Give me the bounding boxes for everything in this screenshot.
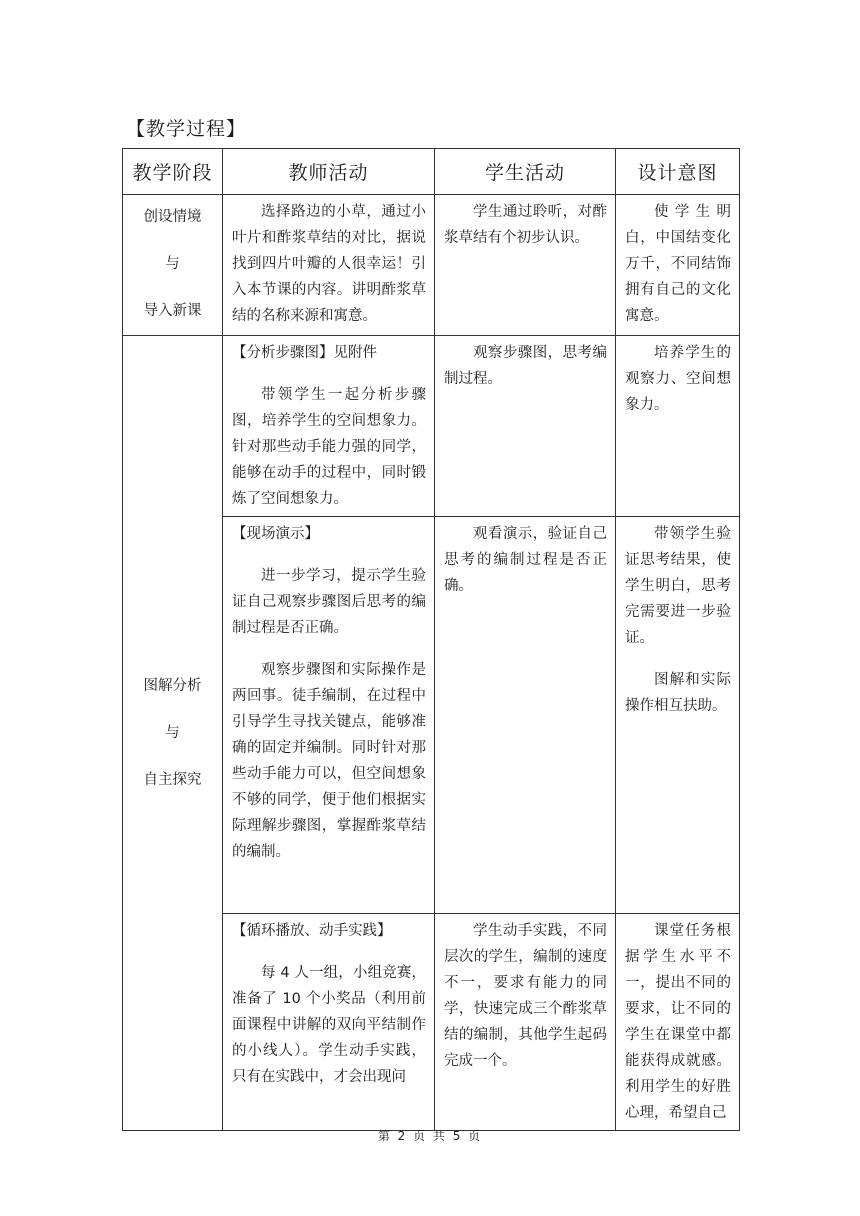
header-student: 学生活动 [435,149,616,195]
intent-text: 培养学生的观察力、空间想象力。 [625,345,731,413]
stage-line: 与 [165,724,180,741]
header-intent: 设计意图 [616,149,740,195]
intent-text: 带领学生验证思考结果，使学生明白，思考完需要进一步验证。 [625,526,731,646]
student-cell [435,517,616,914]
intent-cell [616,914,740,1131]
student-text: 观看演示，验证自己思考的编制过程是否正确。 [444,526,607,594]
student-text: 学生动手实践，不同层次的学生，编制的速度不一，要求有能力的同学，快速完成三个酢浆草结的编制，其他学生起码完成一个。 [444,923,607,1069]
teacher-cell [223,336,435,517]
stage-line: 与 [165,256,180,272]
activity-heading: 【现场演示】 [232,526,319,542]
stage-cell [123,336,223,1131]
table-row [123,336,740,517]
student-text: 学生通过聆听，对酢浆草结有个初步认识。 [444,204,607,246]
intent-text: 图解和实际操作相互扶助。 [625,672,731,714]
stage-line: 导入新课 [143,303,202,319]
teacher-text: 选择路边的小草，通过小叶片和酢浆草结的对比，据说找到四片叶瓣的人很幸运！引入本节课的内容。讲明酢浆草结的名称来源和寓意。 [232,204,426,324]
header-teacher: 教师活动 [223,149,435,195]
page-footer: 第 2 页 共 5 页 [377,1129,483,1143]
lesson-table [122,148,740,1131]
student-cell [435,914,616,1131]
intent-text: 使学生明白，中国结变化万千，不同结饰拥有自己的文化寓意。 [625,204,731,324]
teacher-text: 每 4 人一组，小组竞赛，准备了 10 个小奖品（利用前面课程中讲解的双向平结制作的小线人）。学生动手实践，只有在实践中，才会出现问 [232,965,426,1085]
intent-cell [616,195,740,336]
intent-text: 课堂任务根据学生水平不一，提出不同的要求，让不同的学生在课堂中都能获得成就感。利用学生的好胜心理，希望自己 [625,923,731,1121]
activity-heading: 【循环播放、动手实践】 [232,923,392,939]
header-stage: 教学阶段 [123,149,223,195]
teacher-text: 带领学生一起分析步骤图，培养学生的空间想象力。针对那些动手能力强的同学，能够在动手的过程中，同时锻炼了空间想象力。 [232,387,426,507]
teacher-text: 进一步学习，提示学生验证自己观察步骤图后思考的编制过程是否正确。 [232,568,426,636]
teacher-cell [223,914,435,1131]
table-header-row [123,149,740,195]
stage-line: 创设情境 [143,209,202,225]
stage-line: 自主探究 [143,771,202,788]
stage-line: 图解分析 [143,677,202,694]
activity-heading: 【分析步骤图】见附件 [232,345,377,361]
teacher-cell [223,195,435,336]
teacher-text: 观察步骤图和实际操作是两回事。徒手编制，在过程中引导学生寻找关键点，能够准确的固定并编制。同时针对那些动手能力可以，但空间想象不够的同学，便于他们根据实际理解步骤图，掌握酢浆草结的编制。 [232,662,426,860]
teacher-cell [223,517,435,914]
section-title: 【教学过程】 [126,118,247,140]
student-text: 观察步骤图，思考编制过程。 [444,345,607,387]
student-cell [435,195,616,336]
table-row [123,195,740,336]
intent-cell [616,517,740,914]
stage-cell [123,195,223,336]
student-cell [435,336,616,517]
intent-cell [616,336,740,517]
